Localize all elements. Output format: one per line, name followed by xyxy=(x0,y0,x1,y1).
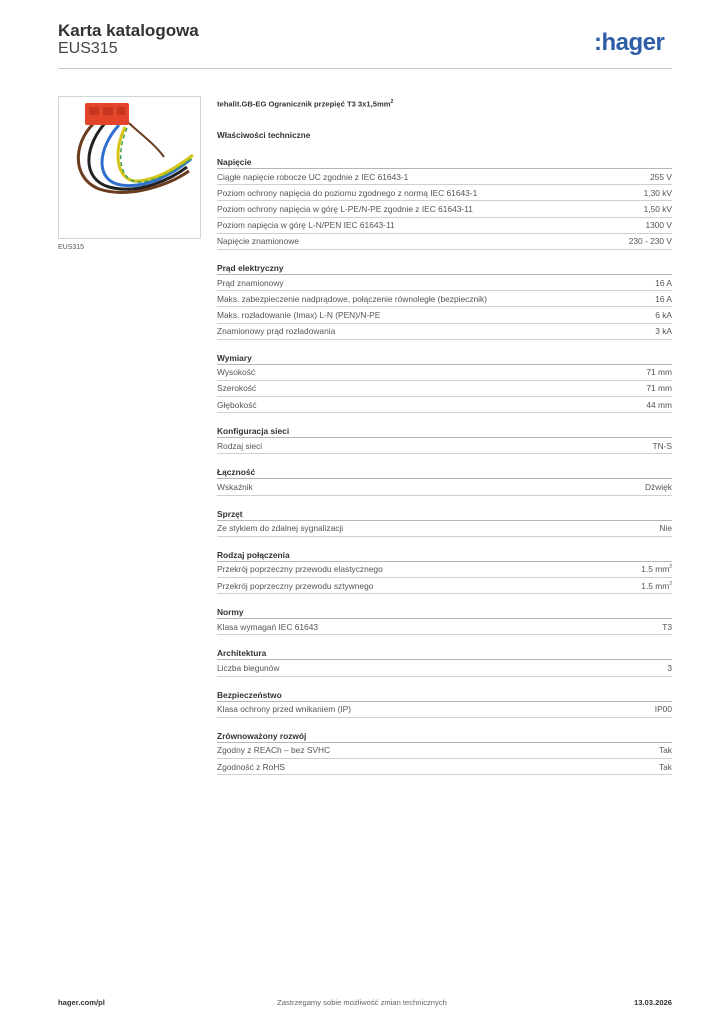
spec-row xyxy=(217,578,672,594)
spec-value-text: 16 A xyxy=(655,293,672,304)
spec-value xyxy=(645,482,672,492)
spec-row xyxy=(217,660,672,676)
spec-row xyxy=(217,307,672,323)
spec-value xyxy=(652,441,672,451)
spec-row xyxy=(217,365,672,381)
spec-section xyxy=(217,425,672,454)
section-title: Prąd elektryczny xyxy=(217,262,672,275)
section-title: Architektura xyxy=(217,647,672,660)
spec-section xyxy=(217,689,672,718)
spec-section xyxy=(217,647,672,676)
section-title: Normy xyxy=(217,606,672,619)
spec-row xyxy=(217,218,672,234)
spec-row xyxy=(217,743,672,759)
spec-value xyxy=(646,383,672,393)
spec-value xyxy=(662,622,672,632)
spec-label: Klasa wymagań IEC 61643 xyxy=(217,621,319,632)
spec-value-text: 1.5 mm xyxy=(641,564,670,575)
spec-value xyxy=(655,310,672,320)
spec-label: Rodzaj sieci xyxy=(217,440,263,451)
spec-value xyxy=(650,172,672,182)
section-title: Bezpieczeństwo xyxy=(217,689,672,702)
spec-value-text: IP00 xyxy=(654,704,672,715)
spec-section xyxy=(217,730,672,775)
spec-row xyxy=(217,562,672,578)
spec-value xyxy=(655,278,672,288)
spec-value-text: 71 mm xyxy=(646,367,672,378)
footer-disclaimer: Zastrzegamy sobie możliwość zmian technicznych xyxy=(277,998,447,1007)
spec-section xyxy=(217,156,672,250)
spec-value-text: 16 A xyxy=(655,277,672,288)
spec-row xyxy=(217,619,672,635)
spec-row xyxy=(217,185,672,201)
spec-value xyxy=(659,745,672,755)
spec-label: Ciągłe napięcie robocze UC zgodnie z IEC 61643-1 xyxy=(217,171,409,182)
spec-value-text: 3 xyxy=(667,662,672,673)
spec-value xyxy=(667,663,672,673)
spec-value-text: 6 kA xyxy=(655,309,672,320)
spec-value-text: 3 kA xyxy=(655,326,672,337)
spec-row xyxy=(217,201,672,217)
spec-value-superscript: 2 xyxy=(669,564,672,571)
spec-value-text: T3 xyxy=(662,621,672,632)
technical-properties-heading: Właściwości techniczne xyxy=(217,131,311,140)
header-divider xyxy=(58,68,672,69)
spec-value-text: 71 mm xyxy=(646,383,672,394)
spec-label: Poziom ochrony napięcia w górę L-PE/N-PE zgodnie z IEC 61643-11 xyxy=(217,203,473,214)
product-image xyxy=(58,96,201,239)
spec-value xyxy=(645,220,672,230)
spec-section xyxy=(217,352,672,414)
spec-row xyxy=(217,169,672,185)
spec-row xyxy=(217,397,672,413)
spec-value-text: 255 V xyxy=(650,171,672,182)
spec-value-text: Tak xyxy=(658,761,672,772)
spec-label: Szerokość xyxy=(217,383,257,394)
product-title: tehalit.GB-EG Ogranicznik przepięć T3 $3x1,5mm^2$ xyxy=(217,99,394,109)
spec-value xyxy=(644,188,672,198)
spec-value-text: 1300 V xyxy=(645,220,672,231)
spec-value-text: 44 mm xyxy=(646,399,672,410)
spec-value xyxy=(659,762,672,772)
spec-value xyxy=(655,294,672,304)
spec-row xyxy=(217,759,672,775)
spec-label: Napięcie znamionowe xyxy=(217,236,299,247)
spec-label: Zgodność z RoHS xyxy=(217,761,285,772)
spec-label: Liczba biegunów xyxy=(217,662,280,673)
section-title: Zrównoważony rozwój xyxy=(217,730,672,743)
spec-value-text: 230 - 230 V xyxy=(628,236,672,247)
section-title: Sprzęt xyxy=(217,508,672,521)
spec-label: Zgodny z REACh – bez SVHC xyxy=(217,745,331,756)
spec-label: Głębokość xyxy=(217,399,257,410)
spec-label: Przekrój poprzeczny przewodu sztywnego xyxy=(217,580,374,591)
spec-label: Wskaźnik xyxy=(217,482,253,493)
footer-website[interactable]: hager.com/pl xyxy=(58,998,105,1007)
spec-value xyxy=(641,581,672,591)
image-caption: EUS315 xyxy=(58,244,85,251)
spec-row xyxy=(217,234,672,250)
hager-logo xyxy=(594,28,674,58)
spec-value xyxy=(655,704,672,714)
spec-value-text: 1,30 kV xyxy=(643,187,672,198)
spec-label: Znamionowy prąd rozładowania xyxy=(217,326,336,337)
spec-label: Maks. zabezpieczenie nadprądowe, połączenie równoległe (bezpiecznik) xyxy=(217,293,488,304)
spec-value-text: 1.5 mm xyxy=(641,580,670,591)
spec-value xyxy=(659,523,672,533)
spec-row xyxy=(217,479,672,495)
spec-value xyxy=(641,564,672,574)
spec-section xyxy=(217,466,672,495)
surge-protector-illustration xyxy=(59,97,200,238)
spec-value xyxy=(644,204,672,214)
hager-logo-text: :hager xyxy=(594,29,665,56)
spec-row xyxy=(217,324,672,340)
product-code: EUS315 xyxy=(58,40,118,57)
spec-row xyxy=(217,702,672,718)
spec-section xyxy=(217,606,672,635)
spec-section xyxy=(217,549,672,594)
spec-value xyxy=(655,326,672,336)
spec-value-text: Dźwięk xyxy=(645,482,672,493)
spec-label: Wysokość xyxy=(217,367,256,378)
footer-date: 13.03.2026 xyxy=(633,998,672,1007)
spec-value-text: TN-S xyxy=(652,440,672,451)
section-title: Napięcie xyxy=(217,156,672,169)
section-title: Rodzaj połączenia xyxy=(217,549,672,562)
spec-value xyxy=(646,367,672,377)
spec-row xyxy=(217,381,672,397)
section-title: Łączność xyxy=(217,466,672,479)
spec-label: Ze stykiem do zdalnej sygnalizacji xyxy=(217,523,344,534)
spec-row xyxy=(217,521,672,537)
spec-label: Maks. rozładowanie (Imax) L-N (PEN)/N-PE xyxy=(217,309,381,320)
spec-row xyxy=(217,275,672,291)
spec-section xyxy=(217,508,672,537)
spec-label: Klasa ochrony przed wnikaniem (IP) xyxy=(217,704,352,715)
spec-label: Poziom napięcia w górę L-N/PEN IEC 61643-11 xyxy=(217,220,395,231)
spec-row xyxy=(217,438,672,454)
spec-label: Poziom ochrony napięcia do poziomu zgodnego z normą IEC 61643-1 xyxy=(217,187,478,198)
spec-value xyxy=(629,236,672,246)
spec-section xyxy=(217,262,672,340)
spec-value-text: 1,50 kV xyxy=(643,203,672,214)
spec-value xyxy=(646,400,672,410)
spec-label: Przekrój poprzeczny przewodu elastycznego xyxy=(217,564,383,575)
section-title: Wymiary xyxy=(217,352,672,365)
spec-label: Prąd znamionowy xyxy=(217,277,284,288)
spec-content xyxy=(217,96,672,775)
spec-row xyxy=(217,291,672,307)
spec-value-text: Tak xyxy=(658,745,672,756)
document-title: Karta katalogowa xyxy=(58,21,199,40)
spec-value-superscript: 2 xyxy=(669,580,672,587)
spec-value-text: Nie xyxy=(659,523,672,534)
section-title: Konfiguracja sieci xyxy=(217,425,672,438)
